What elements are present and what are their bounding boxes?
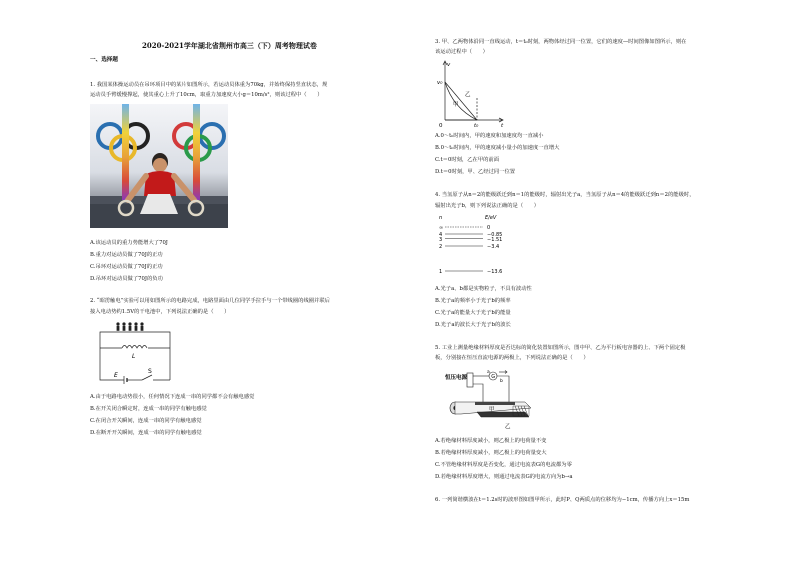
q2-stem-line2: 接入电动势约1.5V的干电池中，下列说法正确的是（ ） xyxy=(90,309,230,315)
inductor-coil xyxy=(122,346,147,349)
level-4-e: −0.85 xyxy=(487,232,503,238)
plate-jia-label: 甲 xyxy=(489,407,495,413)
q2-stem-line1: 2. “昭雳触电”实验可以用如图所示的电路完成，电路里面由几位同学手拉手与一个带线圈的线圈并联后 xyxy=(90,298,330,304)
n-header: n xyxy=(439,215,443,221)
q5-option-a: A.若绝缘材料厚度减小，则乙极上的电荷量不变 xyxy=(435,438,547,444)
velocity-time-graph xyxy=(437,58,507,128)
q5-stem-line1: 5. 工业上测量绝缘材料厚度是否达标的简化装置如图所示，图中甲、乙为平行板电容器的上、下两个固定极 xyxy=(435,345,686,351)
yi-label: 乙 xyxy=(465,92,471,98)
gymnast-photo xyxy=(90,104,228,228)
terminal-a-label: a xyxy=(487,370,490,375)
terminal-b-label: b xyxy=(500,379,503,384)
student-figures xyxy=(116,322,143,330)
origin-label: 0 xyxy=(439,123,443,128)
switch-label: S xyxy=(148,368,152,375)
level-inf-e: 0 xyxy=(487,225,491,231)
level-2-e: −3.4 xyxy=(487,244,500,250)
v0-label: v₀ xyxy=(437,80,443,86)
q1-option-c: C.吊环对运动员做了70J的正功 xyxy=(90,264,163,270)
level-2-n: 2 xyxy=(439,244,443,250)
q2-option-a: A.由于电路电动势很小，任何情况下连成一串的同学都不会有触电感觉 xyxy=(90,394,255,400)
q1-stem-line2: 运动员手臂缓慢撑起，使其重心上升了10cm，取重力加速度大小g＝10m/s²，则该过程中（ ） xyxy=(90,92,323,98)
q2-option-b: B.在开关闭合瞬定时，连成一串的同学有触电感觉 xyxy=(90,406,207,412)
q4-option-c: C.光子a的能量大于光子b的能量 xyxy=(435,310,511,316)
gymnast-illustration xyxy=(90,104,228,228)
q3-stem-line1: 3. 甲、乙两物体沿同一直线运动，t＝t₀时刻，两物体经过同一位置，它们的速度—时间图像如图所示，则在 xyxy=(435,39,687,45)
section-heading: 一、选择题 xyxy=(90,57,118,63)
shock-circuit-diagram xyxy=(96,320,178,388)
v-axis-label: v xyxy=(447,62,451,68)
q3-stem-line2: 该运动过程中（ ） xyxy=(435,49,488,55)
q5-option-d: D.若绝缘材料厚度增大，则通过电流表G的电流方向为b→a xyxy=(435,474,573,480)
power-source-label: 恒压电源 xyxy=(445,375,468,381)
switch-lever xyxy=(142,375,152,380)
energy-header: E/eV xyxy=(485,215,497,221)
t-axis-label: t xyxy=(501,123,504,128)
q1-option-a: A.该运动员的重力势能增大了70J xyxy=(90,240,168,246)
q4-option-d: D.光子a的波长大于光子b的波长 xyxy=(435,322,511,328)
level-3-n: 3 xyxy=(439,237,443,243)
q1-option-b: B.重力对运动员做了70J的正功 xyxy=(90,252,163,258)
q6-stem-line1: 6. 一列简谐横波在t＝1.2s时的波形图如图甲所示，此时P、Q两质点的位移均为−1cm，传播方向上x＝15m xyxy=(435,497,690,503)
q3-option-b: B.0～t₀时间内，甲的速度减小量小的加速度一直增大 xyxy=(435,145,560,151)
q5-option-c: C.不管绝缘材料厚度是否变化，通过电流表G的电流都为零 xyxy=(435,462,572,468)
q3-option-d: D.t＝0时刻，甲、乙经过同一位置 xyxy=(435,169,516,175)
jia-label: 甲 xyxy=(453,102,459,108)
level-3-e: −1.51 xyxy=(487,237,503,243)
q4-stem-line1: 4. 当氢原子从n＝2的能级跃迁到n＝1的能级时，辐射出光子a，当氢原子从n＝4的能级跃迁到n＝2的能级时， xyxy=(435,192,695,198)
q3-option-a: A.0～t₀时间内，甲的速度和加速度均一直减小 xyxy=(435,133,544,139)
q2-option-d: D.在断开开关瞬间，连成一串的同学有触电感觉 xyxy=(90,430,202,436)
q2-option-c: C.在闭合开关瞬间，连成一串的同学有触电感觉 xyxy=(90,418,202,424)
q4-stem-line2: 辐射出光子b，则下列说法正确的是（ ） xyxy=(435,203,540,209)
t0-label: t₀ xyxy=(474,123,479,128)
level-1-e: −13.6 xyxy=(487,269,503,275)
level-4-n: 4 xyxy=(439,232,443,238)
level-inf-n: ∞ xyxy=(439,225,444,231)
emf-label: E xyxy=(114,372,118,379)
inductor-label: L xyxy=(132,353,136,360)
level-1-n: 1 xyxy=(439,269,443,275)
plate-jia xyxy=(475,402,515,405)
q5-option-b: B.若绝缘材料厚度减小，则乙极上的电荷量变大 xyxy=(435,450,547,456)
exam-title: 2020-2021学年湖北省荆州市高三（下）周考物理试卷 xyxy=(142,41,317,50)
q1-option-d: D.吊环对运动员做了70J的负功 xyxy=(90,276,163,282)
plate-yi-label: 乙 xyxy=(505,424,511,430)
thickness-measuring-device xyxy=(443,368,543,430)
galvanometer-label: G xyxy=(491,374,496,380)
yi-line xyxy=(445,82,477,120)
energy-level-diagram xyxy=(437,213,517,277)
q3-option-c: C.t＝0时刻，乙在甲的前面 xyxy=(435,157,500,163)
q4-option-a: A.光子a、b都是实物粒子，不具有波动性 xyxy=(435,286,532,292)
q4-option-b: B.光子a的频率小于光子b的频率 xyxy=(435,298,511,304)
q5-stem-line2: 板，分别接在恒压直流电源的两极上，下列说法正确的是（ ） xyxy=(435,355,589,361)
q1-stem-line1: 1. 我国某体操运动员在吊环项目中的某片如图所示，若运动员体重为70kg，并始终保持竖直状态，规 xyxy=(90,82,328,88)
